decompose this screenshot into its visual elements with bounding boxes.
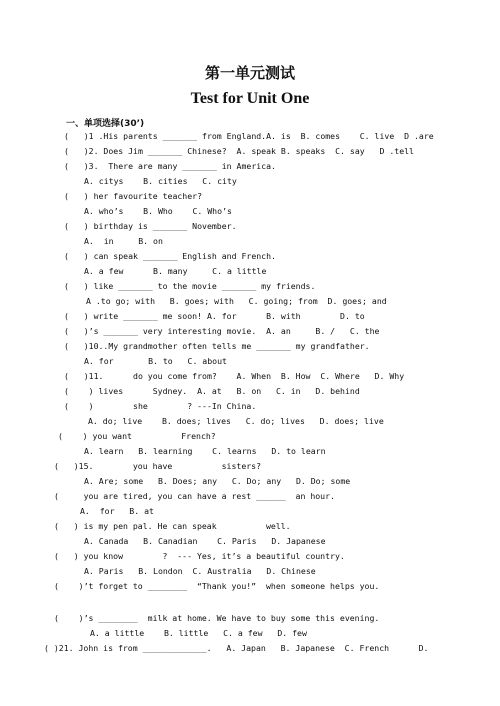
page-title-chinese: 第一单元测试: [204, 64, 295, 82]
options-17: A. Canada B. Canadian C. Paris D. Japanese: [84, 536, 326, 546]
question-7: ( ) like _______ to the movie _______ my friends.: [64, 281, 316, 291]
question-5: ( ) birthday is _______ November.: [64, 221, 237, 231]
question-2: ( )2. Does Jim _______ Chinese? A. speak B. speaks C. say D .tell: [64, 146, 414, 156]
options-16: A. for B. at: [80, 506, 154, 516]
question-17: ( ) is my pen pal. He can speak well.: [54, 521, 291, 531]
question-11: ( )11. do you come from? A. When B. How C. Where D. Why: [64, 371, 405, 381]
options-20: A. a little B. little C. a few D. few: [90, 628, 307, 638]
options-3: A. citys B. cities C. city: [84, 176, 237, 186]
page-title-english: Test for Unit One: [190, 90, 310, 107]
question-13: ( ) she ? ---In China.: [64, 401, 257, 411]
question-6: ( ) can speak _______ English and French.: [64, 251, 276, 261]
question-8: ( ) write _______ me soon! A. for B. with D. to: [64, 311, 365, 321]
question-21: ( )21. John is from _____________. A. Japan B. Japanese C. French D.: [44, 643, 429, 653]
question-15: ( )15. you have sisters?: [54, 461, 262, 471]
options-13: A. do; live B. does; lives C. do; lives D. does; live: [88, 416, 384, 426]
options-15: A. Are; some B. Does; any C. Do; any D. Do; some: [84, 476, 351, 486]
options-7: A .to go; with B. goes; with C. going; from D. goes; and: [86, 296, 387, 306]
question-14: ( ) you want French?: [58, 431, 216, 441]
question-4: ( ) her favourite teacher?: [64, 191, 203, 201]
options-14: A. learn B. learning C. learns D. to learn: [84, 446, 326, 456]
options-10: A. for B. to C. about: [84, 356, 227, 366]
question-16: ( you are tired, you can have a rest ______ an hour.: [54, 491, 335, 501]
question-18: ( ) you know ? --- Yes, it’s a beautiful country.: [54, 551, 345, 561]
question-1: ( )1 .His parents _______ from England.A. is B. comes C. live D .are: [64, 131, 434, 141]
question-10: ( )10..My grandmother often tells me _______ my grandfather.: [64, 341, 370, 351]
options-18: A. Paris B. London C. Australia D. Chinese: [84, 566, 316, 576]
question-3: ( )3. There are many _______ in America.: [64, 161, 276, 171]
section-heading: 一、单项选择(30’): [66, 119, 145, 129]
question-9: ( )’s _______ very interesting movie. A. an B. / C. the: [64, 326, 380, 336]
options-6: A. a few B. many C. a little: [84, 266, 267, 276]
question-19: ( )’t forget to ________ “Thank you!” when someone helps you.: [54, 581, 380, 591]
options-4: A. who’s B. Who C. Who’s: [84, 206, 232, 216]
options-5: A. in B. on: [84, 236, 163, 246]
question-20: ( )’s ________ milk at home. We have to buy some this evening.: [54, 613, 380, 623]
question-12: ( ) lives Sydney. A. at B. on C. in D. behind: [64, 386, 360, 396]
